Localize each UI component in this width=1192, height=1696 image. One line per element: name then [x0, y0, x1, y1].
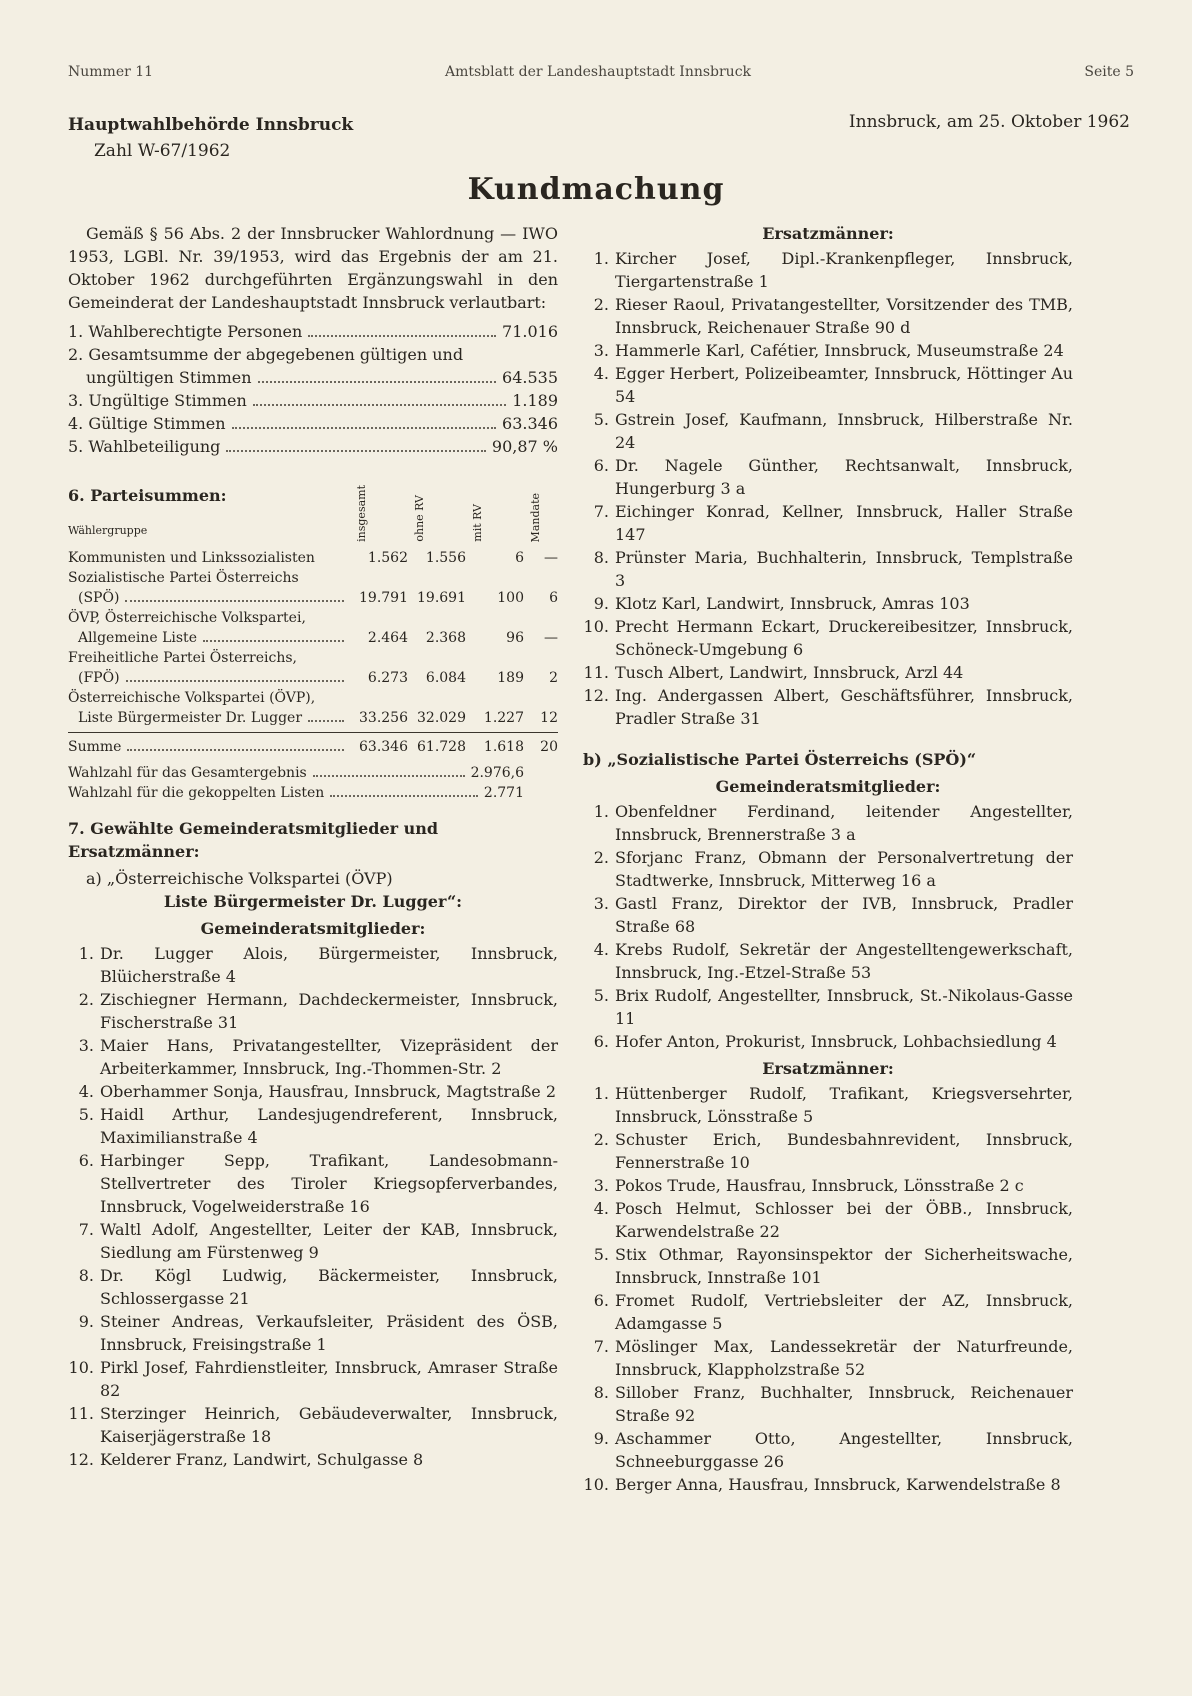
- member-entry-text: Dr. Lugger Alois, Bürgermeister, Innsbruck, Blüicherstraße 4: [100, 944, 558, 986]
- list-a-substitutes: [583, 247, 1073, 730]
- result-value: 1.189: [512, 391, 558, 410]
- member-entry: [583, 846, 1073, 892]
- member-entry: [68, 1264, 558, 1310]
- result-row: [68, 366, 558, 389]
- member-entry-text: Zischiegner Hermann, Dachdeckermeister, Innsbruck, Fischerstraße 31: [100, 990, 558, 1032]
- sum-total: 63.346: [359, 739, 408, 755]
- substitutes-heading-b: Ersatzmänner:: [762, 1059, 894, 1078]
- leader-dots: [126, 680, 344, 682]
- member-entry-text: Dr. Kögl Ludwig, Bäckermeister, Innsbruck, Schlossergasse 21: [100, 1266, 558, 1308]
- substitute-entry: [583, 293, 1073, 339]
- item-number: 1.: [593, 1084, 609, 1103]
- result-label: 5. Wahlbeteiligung: [68, 437, 221, 456]
- leader-dots: [308, 335, 496, 337]
- party-with-rv: 189: [497, 670, 524, 686]
- member-entry: [583, 892, 1073, 938]
- item-number: 5.: [593, 1245, 609, 1264]
- substitute-entry-text: Hüttenberger Rudolf, Trafikant, Kriegsversehrter, Innsbruck, Lönsstraße 5: [615, 1084, 1073, 1126]
- issuing-authority: [68, 112, 353, 164]
- substitute-entry-text: Klotz Karl, Landwirt, Innsbruck, Amras 103: [615, 594, 970, 613]
- result-row: [68, 435, 558, 458]
- party-with-rv: 1.227: [483, 710, 524, 726]
- running-head: [68, 64, 1134, 86]
- result-label-line: 2. Gesamtsumme der abgegebenen gültigen und: [68, 345, 464, 364]
- member-entry-text: Maier Hans, Privatangestellter, Vizepräsident der Arbeiterkammer, Innsbruck, Ing.-Thommen-Str. 2: [100, 1036, 558, 1078]
- member-entry: [68, 1080, 558, 1103]
- substitute-entry: [583, 247, 1073, 293]
- party-label: (FPÖ): [78, 670, 120, 686]
- item-number: 3.: [593, 1176, 609, 1195]
- party-name: [68, 628, 350, 648]
- column-header: Mandate: [529, 492, 542, 542]
- group-label: Wählergruppe: [68, 524, 148, 537]
- publication-title: Amtsblatt der Landeshauptstadt Innsbruck: [444, 64, 752, 80]
- party-table: [68, 548, 558, 728]
- substitute-entry-text: Prünster Maria, Buchhalterin, Innsbruck, Templstraße 3: [615, 548, 1073, 590]
- party-with-rv: 100: [497, 590, 524, 606]
- party-total: 19.791: [359, 590, 408, 606]
- party-row: [68, 708, 558, 728]
- party-with-rv: 6: [515, 550, 524, 566]
- leader-dots: [226, 450, 485, 452]
- party-mandates: —: [544, 630, 558, 646]
- substitute-entry-text: Stix Othmar, Rayonsinspektor der Sicherheitswache, Innsbruck, Innstraße 101: [615, 1245, 1073, 1287]
- list-a-members: [68, 942, 558, 1471]
- leader-dots: [203, 640, 344, 642]
- substitute-entry: [583, 1427, 1073, 1473]
- substitute-entry-text: Rieser Raoul, Privatangestellter, Vorsitzender des TMB, Innsbruck, Reichenauer Straße 90 d: [615, 295, 1073, 337]
- substitute-entry: [583, 1335, 1073, 1381]
- right-column: [583, 222, 1073, 1496]
- substitute-entry-text: Dr. Nagele Günther, Rechtsanwalt, Innsbruck, Hungerburg 3 a: [615, 456, 1073, 498]
- member-entry: [68, 1448, 558, 1471]
- member-entry: [68, 1310, 558, 1356]
- member-entry: [68, 1034, 558, 1080]
- authority-name: Hauptwahlbehörde Innsbruck: [68, 115, 354, 135]
- item-number: 7.: [593, 502, 609, 521]
- member-entry-text: Oberhammer Sonja, Hausfrau, Innsbruck, Magtstraße 2: [100, 1082, 557, 1101]
- member-entry-text: Obenfeldner Ferdinand, leitender Angestellter, Innsbruck, Brennerstraße 3 a: [615, 802, 1073, 844]
- member-entry: [68, 1402, 558, 1448]
- item-number: 10.: [583, 1475, 609, 1494]
- substitute-entry: [583, 1174, 1073, 1197]
- party-without-rv: 2.368: [425, 630, 466, 646]
- sum-mandates: 20: [540, 739, 558, 755]
- member-entry-text: Steiner Andreas, Verkaufsleiter, Präsident des ÖSB, Innsbruck, Freisingstraße 1: [100, 1312, 558, 1354]
- substitute-entry: [583, 615, 1073, 661]
- quota-coupled: [68, 783, 558, 803]
- page-title: Kundmachung: [467, 172, 725, 207]
- substitutes-heading-a: Ersatzmänner:: [762, 224, 894, 243]
- member-entry: [583, 1030, 1073, 1053]
- party-total: 1.562: [367, 550, 408, 566]
- item-number: 8.: [593, 548, 609, 567]
- sum-row: [68, 737, 558, 757]
- party-name-line: Freiheitliche Partei Österreichs,: [68, 650, 298, 666]
- party-name: [68, 668, 350, 688]
- leader-dots: [308, 720, 344, 722]
- party-mandates: —: [544, 550, 558, 566]
- item-number: 11.: [68, 1404, 94, 1423]
- party-sums-title: 6. Parteisummen:: [68, 486, 227, 505]
- substitute-entry-text: Precht Hermann Eckart, Druckereibesitzer, Innsbruck, Schöneck-Umgebung 6: [615, 617, 1073, 659]
- result-value: 90,87 %: [491, 437, 558, 456]
- result-value: 71.016: [502, 322, 558, 341]
- party-name: [68, 548, 350, 568]
- member-entry-text: Krebs Rudolf, Sekretär der Angestelltengewerkschaft, Innsbruck, Ing.-Etzel-Straße 53: [615, 940, 1073, 982]
- substitute-entry-text: Kircher Josef, Dipl.-Krankenpfleger, Innsbruck, Tiergartenstraße 1: [615, 249, 1073, 291]
- left-column: [68, 222, 558, 1471]
- item-number: 9.: [593, 594, 609, 613]
- substitute-entry: [583, 661, 1073, 684]
- item-number: 11.: [583, 663, 609, 682]
- item-number: 3.: [593, 894, 609, 913]
- substitute-entry-text: Schuster Erich, Bundesbahnrevident, Innsbruck, Fennerstraße 10: [615, 1130, 1073, 1172]
- item-number: 3.: [78, 1036, 94, 1055]
- quota-coupled-label: Wahlzahl für die gekoppelten Listen: [68, 785, 325, 801]
- item-number: 7.: [78, 1220, 94, 1239]
- item-number: 5.: [593, 410, 609, 429]
- party-without-rv: 32.029: [417, 710, 466, 726]
- member-entry-text: Haidl Arthur, Landesjugendreferent, Innsbruck, Maximilianstraße 4: [100, 1105, 558, 1147]
- item-number: 12.: [68, 1450, 94, 1469]
- result-label: 1. Wahlberechtigte Personen: [68, 322, 303, 341]
- substitute-entry-text: Tusch Albert, Landwirt, Innsbruck, Arzl 44: [615, 663, 964, 682]
- party-total: 6.273: [367, 670, 408, 686]
- item-number: 5.: [593, 986, 609, 1005]
- item-number: 10.: [68, 1358, 94, 1377]
- item-number: 6.: [593, 456, 609, 475]
- substitute-entry-text: Berger Anna, Hausfrau, Innsbruck, Karwendelstraße 8: [615, 1475, 1061, 1494]
- item-number: 9.: [593, 1429, 609, 1448]
- member-entry-text: Gastl Franz, Direktor der IVB, Innsbruck, Pradler Straße 68: [615, 894, 1073, 936]
- item-number: 4.: [593, 940, 609, 959]
- party-row: [68, 548, 558, 568]
- item-number: 8.: [78, 1266, 94, 1285]
- sum-label-cell: [68, 737, 350, 757]
- party-name-line: Österreichische Volkspartei (ÖVP),: [68, 690, 316, 706]
- substitute-entry: [583, 546, 1073, 592]
- member-entry: [68, 1356, 558, 1402]
- result-label: ungültigen Stimmen: [86, 368, 252, 387]
- item-number: 1.: [593, 249, 609, 268]
- substitute-entry: [583, 1128, 1073, 1174]
- substitute-entry: [583, 1289, 1073, 1335]
- quota-total-value: 2.976,6: [470, 765, 524, 781]
- party-row: [68, 668, 558, 688]
- substitute-entry: [583, 1243, 1073, 1289]
- substitute-entry: [583, 408, 1073, 454]
- substitute-entry-text: Hammerle Karl, Cafétier, Innsbruck, Museumstraße 24: [615, 341, 1064, 360]
- leader-dots: [313, 775, 465, 777]
- item-number: 4.: [593, 1199, 609, 1218]
- substitute-entry: [583, 1473, 1073, 1496]
- file-number: Zahl W-67/1962: [94, 141, 231, 161]
- result-row: [68, 412, 558, 435]
- leader-dots: [232, 427, 496, 429]
- substitute-entry: [583, 500, 1073, 546]
- substitute-entry-text: Sillober Franz, Buchhalter, Innsbruck, Reichenauer Straße 92: [615, 1383, 1073, 1425]
- intro-text: Gemäß § 56 Abs. 2 der Innsbrucker Wahlordnung — IWO 1953, LGBl. Nr. 39/1953, wird das Ergebnis der am 21. Oktober 1962 durchgeführten Ergänzungswahl in den Gemeinderat der Landeshauptstadt Innsbruck verlautbart:: [68, 224, 558, 312]
- item-number: 8.: [593, 1383, 609, 1402]
- member-entry-text: Brix Rudolf, Angestellter, Innsbruck, St.-Nikolaus-Gasse 11: [615, 986, 1073, 1028]
- substitute-entry-text: Möslinger Max, Landessekretär der Naturfreunde, Innsbruck, Klappholzstraße 52: [615, 1337, 1073, 1379]
- item-number: 10.: [583, 617, 609, 636]
- substitute-entry-text: Pokos Trude, Hausfrau, Innsbruck, Lönsstraße 2 c: [615, 1176, 1024, 1195]
- leader-dots: [127, 749, 344, 751]
- party-without-rv: 6.084: [425, 670, 466, 686]
- sum-with-rv: 1.618: [483, 739, 524, 755]
- member-entry: [68, 942, 558, 988]
- section-elected: [68, 817, 558, 1471]
- member-entry: [583, 800, 1073, 846]
- item-number: 1.: [593, 802, 609, 821]
- item-number: 1.: [78, 944, 94, 963]
- member-entry-text: Harbinger Sepp, Trafikant, Landesobmann-Stellvertreter des Tiroler Kriegsopferverbandes, Innsbruck, Vogelweiderstraße 16: [100, 1151, 558, 1216]
- party-name-line: Sozialistische Partei Österreichs: [68, 570, 299, 586]
- substitute-entry: [583, 1381, 1073, 1427]
- issue-number: Nummer 11: [68, 64, 154, 80]
- party-row: [68, 628, 558, 648]
- list-a-title: a) „Österreichische Volkspartei (ÖVP): [86, 869, 393, 888]
- place-date: Innsbruck, am 25. Oktober 1962: [848, 112, 1130, 132]
- party-mandates: 2: [549, 670, 558, 686]
- party-sums-title-block: [68, 484, 227, 542]
- substitute-entry-text: Gstrein Josef, Kaufmann, Innsbruck, Hilberstraße Nr. 24: [615, 410, 1073, 452]
- party-label: Liste Bürgermeister Dr. Lugger: [78, 710, 303, 726]
- results-list: [68, 320, 558, 458]
- result-value: 63.346: [502, 414, 558, 433]
- section-elected-title: 7. Gewählte Gemeinderatsmitglieder und Ersatzmänner:: [68, 819, 439, 861]
- list-a-subtitle: Liste Bürgermeister Dr. Lugger“:: [163, 892, 463, 911]
- party-without-rv: 1.556: [425, 550, 466, 566]
- member-entry: [68, 1149, 558, 1218]
- member-entry: [583, 984, 1073, 1030]
- party-row: [68, 588, 558, 608]
- result-label: 3. Ungültige Stimmen: [68, 391, 247, 410]
- party-label: Allgemeine Liste: [78, 630, 197, 646]
- party-total: 2.464: [367, 630, 408, 646]
- leader-dots: [258, 381, 496, 383]
- column-header: ohne RV: [413, 495, 426, 542]
- party-label: (SPÖ): [78, 590, 120, 606]
- item-number: 2.: [593, 295, 609, 314]
- substitute-entry: [583, 684, 1073, 730]
- item-number: 6.: [78, 1151, 94, 1170]
- substitute-entry: [583, 1082, 1073, 1128]
- member-entry-text: Pirkl Josef, Fahrdienstleiter, Innsbruck, Amraser Straße 82: [100, 1358, 558, 1400]
- member-entry: [68, 988, 558, 1034]
- substitute-entry: [583, 1197, 1073, 1243]
- members-heading-b: Gemeinderatsmitglieder:: [715, 777, 941, 796]
- item-number: 4.: [593, 364, 609, 383]
- party-name-line: ÖVP, Österreichische Volkspartei,: [68, 610, 306, 626]
- result-row: [68, 389, 558, 412]
- substitute-entry-text: Posch Helmut, Schlosser bei der ÖBB., Innsbruck, Karwendelstraße 22: [615, 1199, 1073, 1241]
- column-headers: [350, 476, 558, 542]
- sum-label: Summe: [68, 739, 122, 755]
- item-number: 6.: [593, 1291, 609, 1310]
- party-label: Kommunisten und Linkssozialisten: [68, 550, 315, 566]
- page-number: Seite 5: [1084, 64, 1134, 80]
- column-header: mit RV: [471, 504, 484, 542]
- item-number: 12.: [583, 686, 609, 705]
- member-entry-text: Kelderer Franz, Landwirt, Schulgasse 8: [100, 1450, 424, 1469]
- leader-dots: [125, 600, 344, 602]
- substitute-entry: [583, 362, 1073, 408]
- substitute-entry-text: Egger Herbert, Polizeibeamter, Innsbruck, Höttinger Au 54: [615, 364, 1073, 406]
- party-with-rv: 96: [506, 630, 524, 646]
- party-total: 33.256: [359, 710, 408, 726]
- list-b-members: [583, 800, 1073, 1053]
- party-mandates: 12: [540, 710, 558, 726]
- party-sums: [68, 476, 558, 803]
- column-header: insgesamt: [355, 485, 368, 542]
- member-entry: [68, 1218, 558, 1264]
- substitute-entry-text: Eichinger Konrad, Kellner, Innsbruck, Haller Straße 147: [615, 502, 1073, 544]
- party-sums-header: [68, 476, 558, 542]
- result-value: 64.535: [502, 368, 558, 387]
- item-number: 3.: [593, 341, 609, 360]
- item-number: 5.: [78, 1105, 94, 1124]
- substitute-entry: [583, 339, 1073, 362]
- leader-dots: [253, 404, 506, 406]
- result-row: [68, 320, 558, 343]
- party-mandates: 6: [549, 590, 558, 606]
- member-entry-text: Waltl Adolf, Angestellter, Leiter der KAB, Innsbruck, Siedlung am Fürstenweg 9: [100, 1220, 558, 1262]
- item-number: 2.: [593, 1130, 609, 1149]
- member-entry-text: Hofer Anton, Prokurist, Innsbruck, Lohbachsiedlung 4: [615, 1032, 1057, 1051]
- list-b-title: b) „Sozialistische Partei Österreichs (SPÖ)“: [583, 750, 977, 769]
- item-number: 6.: [593, 1032, 609, 1051]
- substitute-entry-text: Fromet Rudolf, Vertriebsleiter der AZ, Innsbruck, Adamgasse 5: [615, 1291, 1073, 1333]
- substitute-entry-text: Aschammer Otto, Angestellter, Innsbruck, Schneeburggasse 26: [615, 1429, 1073, 1471]
- item-number: 2.: [593, 848, 609, 867]
- members-heading-a: Gemeinderatsmitglieder:: [200, 919, 426, 938]
- party-name: [68, 708, 350, 728]
- party-name: [68, 588, 350, 608]
- quota-total: [68, 763, 558, 783]
- quota-coupled-value: 2.771: [483, 785, 524, 801]
- table-rule: [68, 732, 558, 733]
- sum-without-rv: 61.728: [417, 739, 466, 755]
- member-entry-text: Sforjanc Franz, Obmann der Personalvertretung der Stadtwerke, Innsbruck, Mitterweg 16 a: [615, 848, 1073, 890]
- item-number: 9.: [78, 1312, 94, 1331]
- substitute-entry: [583, 454, 1073, 500]
- item-number: 4.: [78, 1082, 94, 1101]
- result-label: 4. Gültige Stimmen: [68, 414, 226, 433]
- member-entry-text: Sterzinger Heinrich, Gebäudeverwalter, Innsbruck, Kaiserjägerstraße 18: [100, 1404, 558, 1446]
- member-entry: [583, 938, 1073, 984]
- substitute-entry-text: Ing. Andergassen Albert, Geschäftsführer, Innsbruck, Pradler Straße 31: [615, 686, 1073, 728]
- substitute-entry: [583, 592, 1073, 615]
- quota-total-label: Wahlzahl für das Gesamtergebnis: [68, 765, 307, 781]
- item-number: 2.: [78, 990, 94, 1009]
- item-number: 7.: [593, 1337, 609, 1356]
- party-without-rv: 19.691: [417, 590, 466, 606]
- leader-dots: [330, 795, 478, 797]
- list-b-substitutes: [583, 1082, 1073, 1496]
- member-entry: [68, 1103, 558, 1149]
